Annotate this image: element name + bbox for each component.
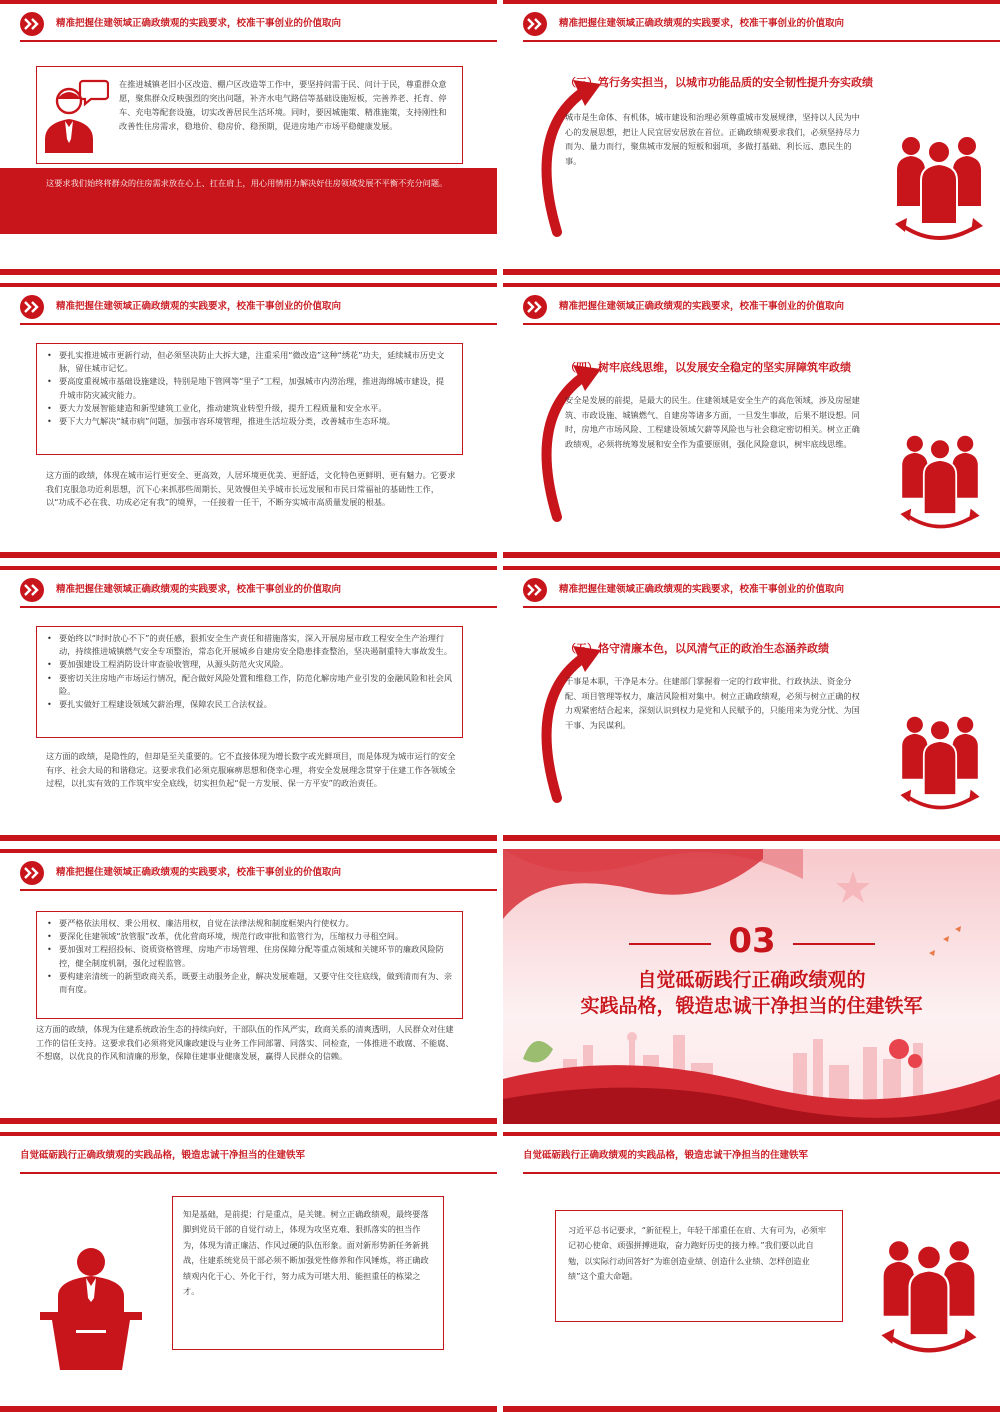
header-title: 精准把握住建领域正确政绩观的实践要求，校准干事创业的价值取向 xyxy=(56,867,342,878)
podium-speaker-icon xyxy=(36,1242,146,1372)
header-title: 精准把握住建领域正确政绩观的实践要求，校准干事创业的价值取向 xyxy=(559,18,845,29)
header-underline xyxy=(523,40,1000,42)
chevron-right-icon xyxy=(20,861,44,885)
slide-8-section-title xyxy=(503,849,1000,1124)
slide-7 xyxy=(0,849,497,1124)
top-bar xyxy=(503,1132,1000,1136)
slide-1 xyxy=(0,0,497,275)
list-item: • 要大力发展智能建造和新型建筑工业化，推动建筑业转型升级，提升工程质量和安全水平。 xyxy=(47,402,452,415)
chevron-right-icon xyxy=(523,12,547,36)
slide-3 xyxy=(0,283,497,558)
top-bar xyxy=(503,283,1000,287)
speaker-person-icon xyxy=(43,77,109,153)
header-title: 自觉砥砺践行正确政绩观的实践品格，锻造忠诚干净担当的住建铁军 xyxy=(20,1150,306,1161)
bottom-bar xyxy=(0,835,497,841)
section-number: 03 xyxy=(728,921,776,961)
group-people-icon xyxy=(895,423,985,533)
slide-4 xyxy=(503,283,1000,558)
top-bar xyxy=(503,566,1000,570)
header-title: 精准把握住建领域正确政绩观的实践要求，校准干事创业的价值取向 xyxy=(559,584,845,595)
section-text: 城市是生命体、有机体，城市建设和治理必须尊重城市发展规律，坚持以人民为中心的发展思想，把让人民宜居安居放在首位。正确政绩观要求我们，必须坚持尽力而为、量力而行，聚焦城市发展的短板和弱项，多做打基础、利长远、惠民生的事。 xyxy=(565,112,860,166)
chevron-right-icon xyxy=(523,295,547,319)
bullet-box xyxy=(36,626,463,738)
summary-paragraph: 这方面的政绩，体现为住建系统政治生态的持续向好，干部队伍的作风严实，政商关系的清爽透明，人民群众对住建工作的信任支持。这要求我们必须将党风廉政建设与业务工作同部署、同落实、同检查，一体推进不敢腐、不能腐、不想腐，以优良的作风和清廉的形象，保障住建事业健康发展，赢得人民群众的信赖。 xyxy=(36,1024,454,1062)
slide-2 xyxy=(503,0,1000,275)
slide-10 xyxy=(503,1132,1000,1412)
slide-header xyxy=(503,8,1000,40)
top-bar xyxy=(0,0,497,4)
slide-6 xyxy=(503,566,1000,841)
chevron-right-icon xyxy=(523,578,547,602)
slide-header xyxy=(503,574,1000,606)
chevron-right-icon xyxy=(20,12,44,36)
section-subtitle: （四）树牢底线思维，以发展安全稳定的坚实屏障筑牢政绩 xyxy=(565,361,851,374)
list-item: • 要高度重视城市基础设施建设，特别是地下管网等“里子”工程，加强城市内涝治理，推进海绵城市建设，提升城市防灾减灾能力。 xyxy=(47,375,452,401)
slide-header xyxy=(0,8,497,40)
section-title xyxy=(503,967,1000,1019)
bullet-list xyxy=(47,917,452,996)
list-item: • 要始终以“时时放心不下”的责任感，狠抓安全生产责任和措施落实，深入开展房屋市政工程安全生产治理行动，持续推进城镇燃气安全专项整治，常态化开展城乡自建房安全隐患排查整治，坚决遏制重特大事故发生。 xyxy=(47,632,452,658)
slide-header xyxy=(0,291,497,323)
section-subtitle: （三）笃行务实担当，以城市功能品质的安全韧性提升夯实政绩 xyxy=(565,76,873,89)
top-bar xyxy=(0,283,497,287)
header-underline xyxy=(20,889,497,891)
header-title: 精准把握住建领域正确政绩观的实践要求，校准干事创业的价值取向 xyxy=(56,301,342,312)
header-underline xyxy=(523,606,1000,608)
bottom-bar xyxy=(0,1406,497,1412)
bottom-bar xyxy=(503,269,1000,275)
summary-paragraph: 这方面的政绩，是隐性的，但却是至关重要的。它不直接体现为增长数字或光鲜项目，而是体现为城市运行的安全有序、社会大局的和谐稳定。这要求我们必须克服麻痹思想和侥幸心理，将安全发展理念贯穿于住建工作各领域全过程，以扎实有效的工作筑牢安全底线，切实担负起“促一方发展、保一方平安”的政治责任。 xyxy=(46,751,456,789)
section-title-line-2: 实践品格，锻造忠诚干净担当的住建铁军 xyxy=(580,995,923,1017)
red-band xyxy=(0,168,497,234)
bullet-box xyxy=(36,343,463,455)
list-item: • 要深化住建领域“放管服”改革，优化营商环境，规范行政审批和监管行为，压缩权力寻租空间。 xyxy=(47,930,452,943)
list-item: • 要严格依法用权、秉公用权、廉洁用权，自觉在法律法规和制度框架内行使权力。 xyxy=(47,917,452,930)
header-underline xyxy=(523,1172,1000,1174)
slide-header xyxy=(503,1140,1000,1172)
bullet-box xyxy=(36,911,463,1019)
title-divider-left xyxy=(629,943,711,945)
title-divider-right xyxy=(793,943,875,945)
list-item: • 要加强建设工程消防设计审查验收管理，从源头防范火灾风险。 xyxy=(47,658,452,671)
box-text: 习近平总书记要求，“新征程上，年轻干部重任在肩、大有可为，必须牢记初心使命、顽强拼搏进取，奋力跑好历史的接力棒。”我们要以此自勉，以实际行动回答好“为谁创造业绩、创造什么业绩、怎样创造业绩”这个重大命题。 xyxy=(568,1225,827,1282)
bottom-bar xyxy=(503,552,1000,558)
slide-header xyxy=(503,291,1000,323)
header-underline xyxy=(20,1172,497,1174)
list-item: • 要密切关注房地产市场运行情况，配合做好风险处置和维稳工作，防范化解房地产业引发的金融风险和社会风险。 xyxy=(47,672,452,698)
summary-paragraph: 这方面的政绩，体现在城市运行更安全、更高效，人居环境更优美、更舒适，文化特色更鲜明、更有魅力。它要求我们克服急功近利思想，沉下心来抓那些周期长、见效慢但关乎城市长远发展和市民日常福祉的基础性工作，以“功成不必在我、功成必定有我”的境界，一任接着一任干，不断夯实城市高质量发展的根基。 xyxy=(46,470,456,508)
header-underline xyxy=(20,40,497,42)
text-box xyxy=(555,1210,843,1322)
header-title: 精准把握住建领域正确政绩观的实践要求，校准干事创业的价值取向 xyxy=(56,584,342,595)
section-subtitle: （五）恪守清廉本色，以风清气正的政治生态涵养政绩 xyxy=(565,642,829,655)
list-item: • 要加强对工程招投标、资质资格管理、房地产市场管理、住房保障分配等重点领域和关键环节的廉政风险防控，健全制度机制，强化过程监管。 xyxy=(47,943,452,969)
slide-9 xyxy=(0,1132,497,1412)
header-title: 精准把握住建领域正确政绩观的实践要求，校准干事创业的价值取向 xyxy=(56,18,342,29)
header-underline xyxy=(20,323,497,325)
band-text: 这要求我们始终将群众的住房需求放在心上、扛在肩上，用心用情用力解决好住房领域发展不平衡不充分问题。 xyxy=(46,178,448,188)
decor xyxy=(629,933,635,939)
bottom-bar xyxy=(0,1118,497,1124)
section-text: 干事是本职，干净是本分。住建部门掌握着一定的行政审批、行政执法、资金分配、项目管理等权力，廉洁风险相对集中。树立正确政绩观，必须与树立正确的权力观紧密结合起来，深刻认识到权力是党和人民赋予的，只能用来为党分忧、为国干事、为民谋利。 xyxy=(565,676,860,730)
chevron-right-icon xyxy=(20,578,44,602)
header-title: 自觉砥砺践行正确政绩观的实践品格，锻造忠诚干净担当的住建铁军 xyxy=(523,1150,809,1161)
top-bar xyxy=(503,0,1000,4)
group-people-icon xyxy=(889,126,989,242)
header-underline xyxy=(523,323,1000,325)
slide-header xyxy=(0,1140,497,1172)
bottom-bar xyxy=(503,835,1000,841)
section-text: 安全是发展的前提，是最大的民生。住建领域是安全生产的高危领域，涉及房屋建筑、市政设施、城镇燃气、自建房等诸多方面，一旦发生事故，后果不堪设想。同时，房地产市场风险、工程建设领域欠薪等风险也与社会稳定密切相关。树立正确政绩观，必须将统筹发展和安全作为重要原则，强化风险意识，树牢底线思维。 xyxy=(565,395,860,449)
section-title-line-1: 自觉砥砺践行正确政绩观的 xyxy=(637,969,866,991)
top-bar xyxy=(0,849,497,853)
chevron-right-icon xyxy=(20,295,44,319)
bullet-list xyxy=(47,632,452,711)
box-text: 在推进城镇老旧小区改造、棚户区改造等工作中，要坚持问需于民、问计于民，尊重群众意愿，聚焦群众反映强烈的突出问题，补齐水电气路信等基础设施短板，完善养老、托育、停车、充电等配套设施，切实改善居民生活环境。同时，要因城施策、精准施策，支持刚性和改善性住房需求，稳地价、稳房价、稳预期，促进房地产市场平稳健康发展。 xyxy=(119,79,447,131)
slide-5 xyxy=(0,566,497,841)
bullet-list xyxy=(47,349,452,428)
bottom-bar xyxy=(0,269,497,275)
list-item: • 要下大力气解决“城市病”问题，加强市容环境管理，推进生活垃圾分类，改善城市生态环境。 xyxy=(47,415,452,428)
group-people-icon xyxy=(875,1228,983,1356)
box-text: 知是基础，是前提；行是重点，是关键。树立正确政绩观，最终要落脚到党员干部的自觉行动上，体现为攻坚克难、狠抓落实的担当作为，体现为清正廉洁、作风过硬的队伍形象。面对新形势新任务新挑战，住建系统党员干部必须不断加强党性修养和作风锤炼，将正确政绩观内化于心、外化于行，努力成为可堪大用、能担重任的栋梁之才。 xyxy=(183,1209,429,1297)
slide-header xyxy=(0,574,497,606)
header-underline xyxy=(20,606,497,608)
group-people-icon xyxy=(895,704,985,814)
top-bar xyxy=(0,566,497,570)
list-item: • 要构建亲清统一的新型政商关系，既要主动服务企业，解决发展难题，又要守住交往底线，做到清而有为、亲而有度。 xyxy=(47,970,452,996)
header-title: 精准把握住建领域正确政绩观的实践要求，校准干事创业的价值取向 xyxy=(559,301,845,312)
bottom-bar xyxy=(0,552,497,558)
slide-header xyxy=(0,857,497,889)
text-box xyxy=(172,1196,444,1350)
list-item: • 要扎实推进城市更新行动，但必须坚决防止大拆大建，注重采用“微改造”这种“绣花”功夫，延续城市历史文脉，留住城市记忆。 xyxy=(47,349,452,375)
bottom-bar xyxy=(503,1406,1000,1412)
text-box xyxy=(36,66,463,164)
list-item: • 要扎实做好工程建设领域欠薪治理，保障农民工合法权益。 xyxy=(47,698,452,711)
top-bar xyxy=(0,1132,497,1136)
